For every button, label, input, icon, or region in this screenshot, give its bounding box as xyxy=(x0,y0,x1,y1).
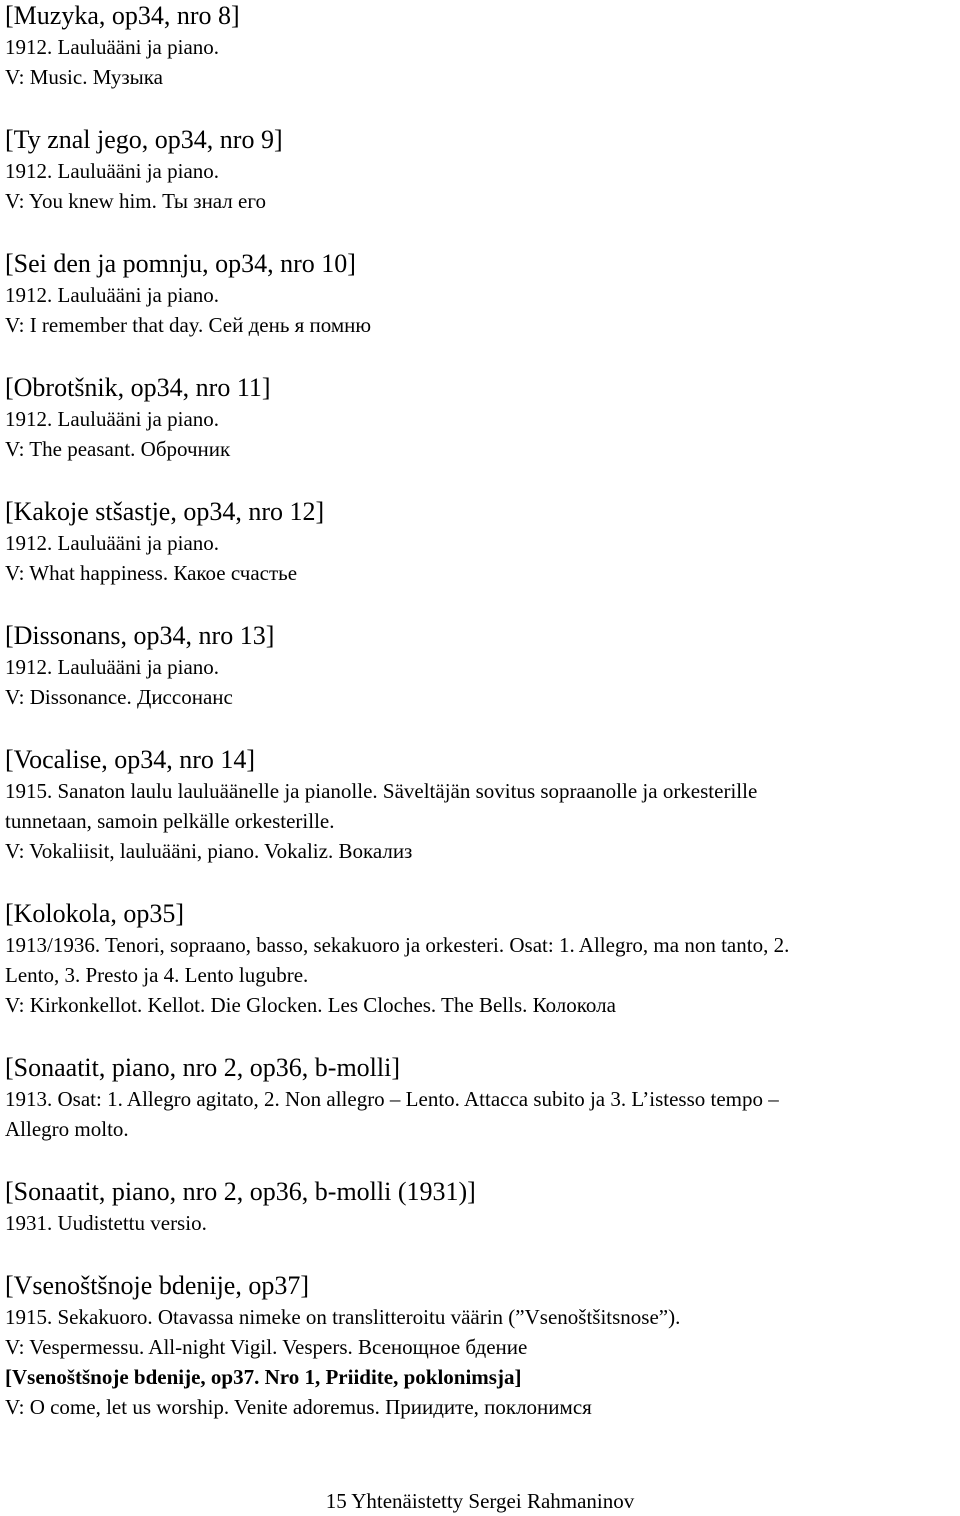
entry-title: [Sei den ja pomnju, op34, nro 10] xyxy=(5,249,356,278)
entry-title: [Sonaatit, piano, nro 2, op36, b-molli] xyxy=(5,1053,401,1082)
entry-line: 1912. Lauluääni ja piano. xyxy=(5,531,220,555)
entry-line: 1931. Uudistettu versio. xyxy=(5,1211,207,1235)
entry-title: [Vsenoštšnoje bdenije, op37] xyxy=(5,1271,310,1300)
entry-line: 1915. Sekakuoro. Otavassa nimeke on translitteroitu väärin (”Vsenoštšitsnose”). xyxy=(5,1305,681,1329)
entry-muzyka xyxy=(5,0,955,92)
entry-line: 1912. Lauluääni ja piano. xyxy=(5,655,220,679)
entry-line: Lento, 3. Presto ja 4. Lento lugubre. xyxy=(5,963,309,987)
entry-kakoje-stsastje xyxy=(5,496,955,588)
entry-line: 1912. Lauluääni ja piano. xyxy=(5,159,220,183)
entry-line: 1913. Osat: 1. Allegro agitato, 2. Non allegro – Lento. Attacca subito ja 3. L’istesso tempo – xyxy=(5,1087,779,1111)
entry-sonaatit-op36-1931 xyxy=(5,1176,955,1238)
entry-line: V: Dissonance. Диссонанс xyxy=(5,685,233,709)
entry-obrotsnik xyxy=(5,372,955,464)
entry-title: [Obrotšnik, op34, nro 11] xyxy=(5,373,271,402)
page-footer: 15 Yhtenäistetty Sergei Rahmaninov xyxy=(325,1489,635,1513)
sub-entry-title: [Vsenoštšnoje bdenije, op37. Nro 1, Priidite, poklonimsja] xyxy=(5,1365,522,1389)
entry-kolokola xyxy=(5,898,955,1020)
entry-line: 1912. Lauluääni ja piano. xyxy=(5,35,220,59)
sub-entry-line: V: O come, let us worship. Venite adoremus. Приидите, поклонимся xyxy=(5,1395,592,1419)
entry-sonaatit-op36 xyxy=(5,1052,955,1144)
entry-line: 1912. Lauluääni ja piano. xyxy=(5,407,220,431)
entry-sei-den xyxy=(5,248,955,340)
entry-title: [Kolokola, op35] xyxy=(5,899,185,928)
entry-line: tunnetaan, samoin pelkälle orkesterille. xyxy=(5,809,335,833)
entry-line: Allegro molto. xyxy=(5,1117,129,1141)
entry-line: 1915. Sanaton laulu lauluäänelle ja pianolle. Säveltäjän sovitus sopraanolle ja orkesterille xyxy=(5,779,758,803)
entry-line: V: You knew him. Ты знал его xyxy=(5,189,266,213)
entry-line: V: I remember that day. Сей день я помню xyxy=(5,313,372,337)
entry-line: V: The peasant. Оброчник xyxy=(5,437,231,461)
entry-ty-znal-jego xyxy=(5,124,955,216)
entry-line: V: Kirkonkellot. Kellot. Die Glocken. Les Cloches. The Bells. Колокола xyxy=(5,993,616,1017)
entry-title: [Dissonans, op34, nro 13] xyxy=(5,621,275,650)
entry-line: V: Vokaliisit, lauluääni, piano. Vokaliz. Вокализ xyxy=(5,839,413,863)
entry-line: 1913/1936. Tenori, sopraano, basso, sekakuoro ja orkesteri. Osat: 1. Allegro, ma non tanto, 2. xyxy=(5,933,790,957)
document-body xyxy=(5,0,955,1422)
entry-title: [Vocalise, op34, nro 14] xyxy=(5,745,256,774)
entry-vocalise xyxy=(5,744,955,866)
entry-title: [Sonaatit, piano, nro 2, op36, b-molli (1931)] xyxy=(5,1177,476,1206)
entry-line: V: Vespermessu. All-night Vigil. Vespers. Всенощное бдение xyxy=(5,1335,528,1359)
entry-title: [Ty znal jego, op34, nro 9] xyxy=(5,125,283,154)
entry-line: V: Music. Музыка xyxy=(5,65,163,89)
entry-title: [Kakoje stšastje, op34, nro 12] xyxy=(5,497,325,526)
entry-line: 1912. Lauluääni ja piano. xyxy=(5,283,220,307)
entry-line: V: What happiness. Какое счастье xyxy=(5,561,298,585)
entry-title: [Muzyka, op34, nro 8] xyxy=(5,1,240,30)
entry-dissonans xyxy=(5,620,955,712)
entry-vsenostsnoje-bdenije xyxy=(5,1270,955,1422)
